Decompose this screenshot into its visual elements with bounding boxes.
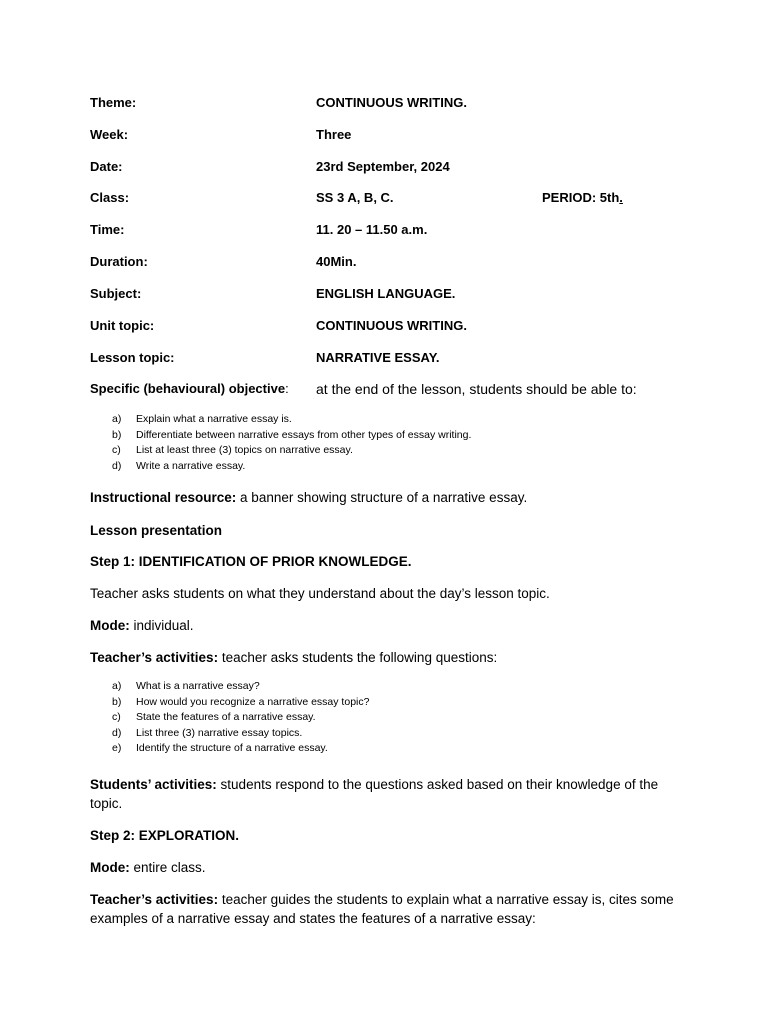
row-label: Unit topic: bbox=[90, 318, 155, 333]
row-label: Subject: bbox=[90, 286, 142, 301]
row-label: Theme: bbox=[90, 95, 137, 110]
row-value: 23rd September, 2024 bbox=[316, 159, 450, 174]
step1-intro: Teacher asks students on what they understand about the day’s lesson topic. bbox=[90, 586, 550, 601]
step2-teacher-activities: Teacher’s activities: teacher guides the students to explain what a narrative essay is, cites some examples of a narrative essay and states the features of a narrative essay: bbox=[90, 892, 674, 926]
step2-heading: Step 2: EXPLORATION. bbox=[90, 828, 240, 843]
row-label: Date: bbox=[90, 159, 123, 174]
row-label: Class: bbox=[90, 190, 130, 205]
step1-students-activities: Students’ activities: students respond to the questions asked based on their knowledge of the topic. bbox=[90, 777, 659, 811]
row-value: at the end of the lesson, students should be able to: bbox=[316, 381, 637, 397]
row-value: SS 3 A, B, C. bbox=[316, 190, 394, 205]
row-value: CONTINUOUS WRITING. bbox=[316, 95, 467, 110]
row-value: CONTINUOUS WRITING. bbox=[316, 318, 467, 333]
header-row-theme bbox=[90, 95, 690, 115]
header-row-lesson-topic bbox=[90, 350, 690, 370]
row-value: ENGLISH LANGUAGE. bbox=[316, 286, 456, 301]
step1-mode: Mode: individual. bbox=[90, 618, 194, 633]
row-label: Duration: bbox=[90, 254, 148, 269]
row-value: Three bbox=[316, 127, 352, 142]
step1-teacher-activities: Teacher’s activities: teacher asks students the following questions: bbox=[90, 650, 498, 665]
header-row-time bbox=[90, 222, 690, 242]
step1-heading: Step 1: IDENTIFICATION OF PRIOR KNOWLEDGE. bbox=[90, 554, 412, 569]
header-row-date bbox=[90, 159, 690, 179]
row-label: Specific (behavioural) objective: bbox=[90, 381, 289, 396]
row-label: Week: bbox=[90, 127, 129, 142]
step2-mode: Mode: entire class. bbox=[90, 860, 206, 875]
header-row-subject bbox=[90, 286, 690, 306]
row-label: Time: bbox=[90, 222, 125, 237]
header-row-class bbox=[90, 190, 690, 210]
header-row-objective bbox=[90, 381, 690, 401]
period-value: PERIOD: 5th. bbox=[542, 190, 623, 205]
header-row-week bbox=[90, 127, 690, 147]
instructional-resource: Instructional resource: a banner showing structure of a narrative essay. bbox=[90, 490, 528, 505]
row-value: 11. 20 – 11.50 a.m. bbox=[316, 222, 428, 237]
lesson-presentation-heading: Lesson presentation bbox=[90, 523, 223, 538]
header-row-duration bbox=[90, 254, 690, 274]
row-label: Lesson topic: bbox=[90, 350, 175, 365]
row-value: NARRATIVE ESSAY. bbox=[316, 350, 440, 365]
row-value: 40Min. bbox=[316, 254, 357, 269]
lesson-note-page: Theme: CONTINUOUS WRITING. Week: Three Date: 23rd September, 2024 Class: SS 3 A, B, C. PERIOD: 5th. Time: 11. 20 – 11.50 a.m. Duration: 40Min. Subject: ENGLISH LANGUAGE. Unit topic: CONTINUOUS WRITING. Lesson topic: NARRATIVE ESSAY. Specific (behavioural) objective: at the end of the lesson, students should be able to: a) Explain what a narrative essay is. b) Differentiate between narrative essays from other types of essay writing. c) List at least three (3) topics on narrative essay. d) Write a narrative essay. Instructional resource: a banner showing structure of a narrative essay. Lesson presentation Step 1: IDENTIFICATION OF PRIOR KNOWLEDGE. Teacher asks students on what they understand about the day’s lesson topic. Mode: individual. Teacher’s activities: teacher asks students the following questions: a) What is a narrative essay? b) How would you recognize a narrative essay topic? c) State the features of a narrative essay. d) List three (3) narrative essay topics. e) Identify the structure of a narrative essay. Students’ activities: students respond to the questions asked based on their knowledge of the topic. Step 2: EXPLORATION. Mode: entire class. Teacher’s activities: teacher guides the students to explain what a narrative essay is, cites some examples of a narrative essay and states the features of a narrative essay: bbox=[0, 0, 768, 1024]
header-row-unit-topic bbox=[90, 318, 690, 338]
